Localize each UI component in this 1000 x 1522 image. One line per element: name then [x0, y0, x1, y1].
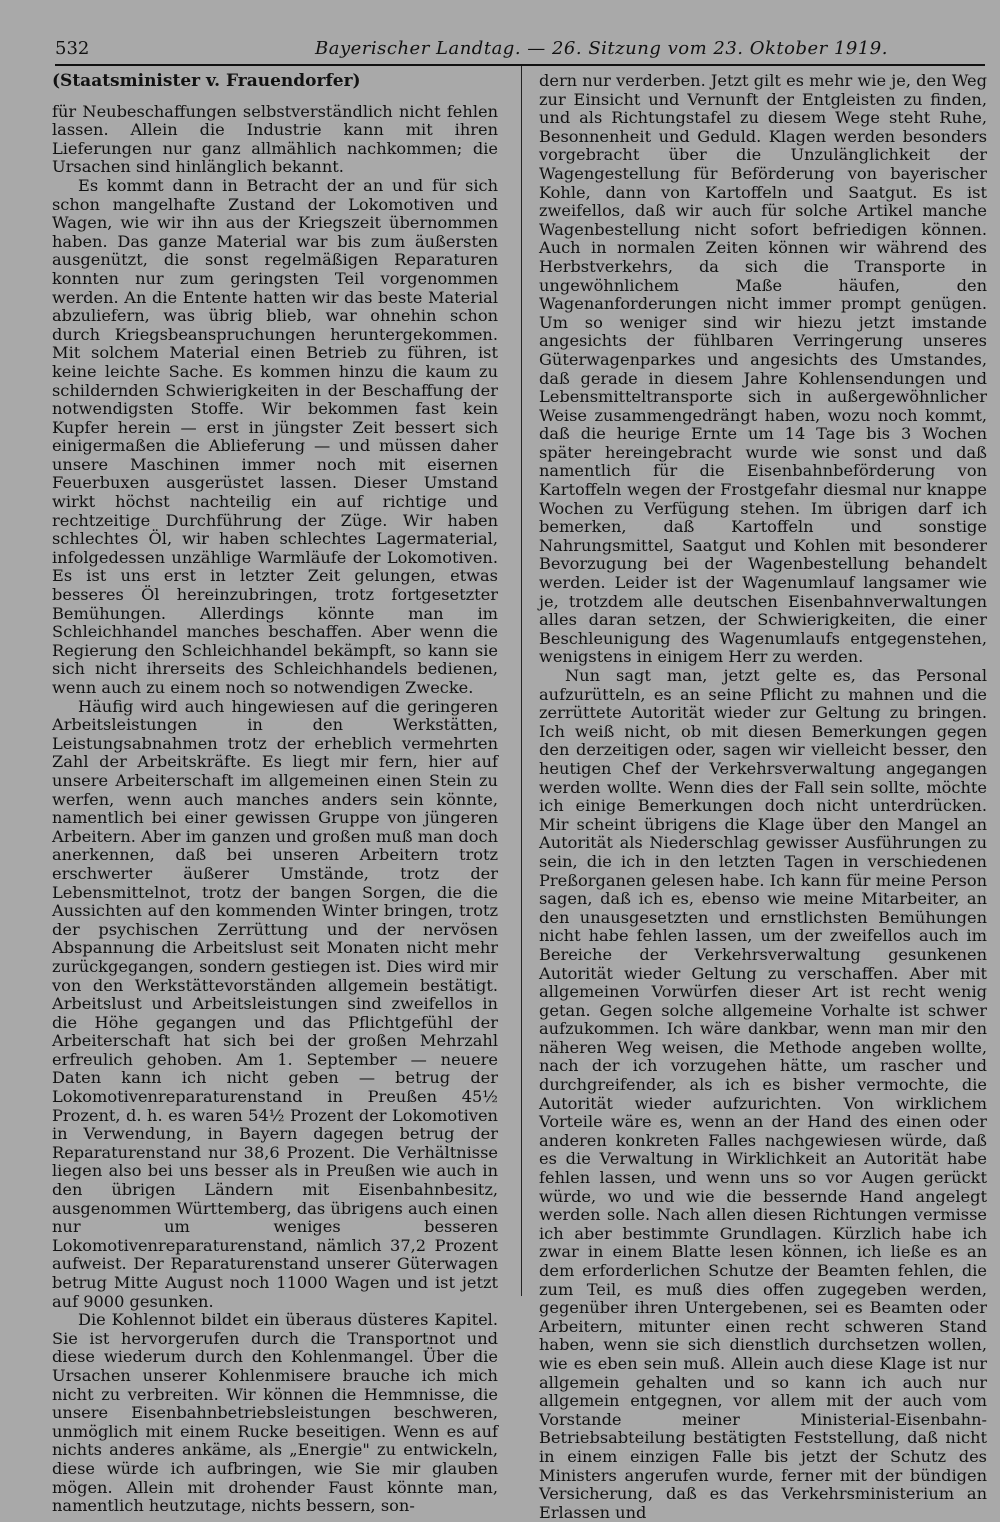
right-column — [539, 72, 987, 1522]
left-column — [52, 72, 498, 1516]
running-head: Bayerischer Landtag. — 26. Sitzung vom 23. Oktober 1919. — [315, 38, 888, 59]
speaker-label: (Staatsminister v. Frauendorfer) — [52, 71, 361, 91]
column-divider — [521, 66, 522, 1296]
page-header — [55, 38, 970, 66]
paragraph: Häufig wird auch hingewiesen auf die geringeren Arbeitsleistungen in den Werkstätten, Leistungsabnahmen trotz der erheblich vermehrten Zahl der Arbeitskräfte. Es liegt mir fern, hier auf unsere Arbeiterschaft im allgemeinen einen Stein zu werfen, wenn auch manches anders sein könnte, namentlich bei einer gewissen Gruppe von jüngeren Arbeitern. Aber im ganzen und großen muß man doch anerkennen, daß bei unseren Arbeitern trotz erschwerter äußerer Umstände, trotz der Lebensmittelnot, trotz der bangen Sorgen, die die Aussichten auf den kommenden Winter bringen, trotz der psychischen Zerrüttung und der nervösen Abspannung die Arbeitslust seit Monaten nicht mehr zurückgegangen, sondern gestiegen ist. Dies wird mir von den Werkstättevorständen allgemein bestätigt. Arbeitslust und Arbeitsleistungen sind zweifellos in die Höhe gegangen und das Pflichtgefühl der Arbeiterschaft hat sich bei der großen Mehrzahl erfreulich gehoben. Am 1. September — neuere Daten kann ich nicht geben — betrug der Lokomotivenreparaturenstand in Preußen 45½ Prozent, d. h. es waren 54½ Prozent der Lokomotiven in Verwendung, in Bayern dagegen betrug der Reparaturenstand nur 38,6 Prozent. Die Verhältnisse liegen also bei uns besser als in Preußen wie auch in den übrigen Ländern mit Eisenbahnbesitz, ausgenommen Württemberg, das übrigens auch einen nur um weniges besseren Lokomotivenreparaturenstand, nämlich 37,2 Prozent aufweist. Der Reparaturenstand unserer Güterwagen betrug Mitte August noch 11000 Wagen und ist jetzt auf 9000 gesunken. — [52, 696, 498, 1311]
paragraph: Es kommt dann in Betracht der an und für sich schon mangelhafte Zustand der Lokomotiven und Wagen, wie wir ihn aus der Kriegszeit übernommen haben. Das ganze Material war bis zum äußersten ausgenützt, die sonst regelmäßigen Reparaturen konnten nur zum geringsten Teil vorgenommen werden. An die Entente hatten wir das beste Material abzuliefern, was übrig blieb, war ohnehin schon durch Kriegsbeanspruchungen heruntergekommen. Mit solchem Material einen Betrieb zu führen, ist keine leichte Sache. Es kommen hinzu die kaum zu schildernden Schwierigkeiten in der Beschaffung der notwendigsten Stoffe. Wir bekommen fast kein Kupfer herein — erst in jüngster Zeit bessert sich einigermaßen die Ablieferung — und müssen daher unsere Maschinen immer noch mit eisernen Feuerbuxen ausgerüstet lassen. Dieser Umstand wirkt höchst nachteilig ein auf richtige und rechtzeitige Durchführung der Züge. Wir haben schlechtes Öl, wir haben schlechtes Lagermaterial, infolgedessen unzählige Warmläufe der Lokomotiven. Es ist uns erst in letzter Zeit gelungen, etwas besseres Öl hereinzubringen, trotz fortgesetzter Bemühungen. Allerdings könnte man im Schleichhandel manches beschaffen. Aber wenn die Regierung den Schleichhandel bekämpft, so kann sie sich nicht ihrerseits des Schleichhandels bedienen, wenn auch zu einem noch so notwendigen Zwecke. — [52, 175, 498, 697]
paragraph: für Neubeschaffungen selbstverständlich nicht fehlen lassen. Allein die Industrie kann mit ihren Lieferungen nur ganz allmählich nachkommen; die Ursachen sind hinlänglich bekannt. — [52, 101, 498, 177]
paragraph: dern nur verderben. Jetzt gilt es mehr wie je, den Weg zur Einsicht und Vernunft der Entgleisten zu finden, und als Richtungstafel zu diesem Wege steht Ruhe, Besonnenheit und Geduld. Klagen werden besonders vorgebracht über die Unzulänglichkeit der Wagengestellung für Beförderung von bayerischer Kohle, dann von Kartoffeln und Saatgut. Es ist zweifellos, daß wir auch für solche Artikel manche Wagenbestellung nicht sofort befriedigen können. Auch in normalen Zeiten können wir während des Herbstverkehrs, da sich die Transporte in ungewöhnlichem Maße häufen, den Wagenanforderungen nicht immer prompt genügen. Um so weniger sind wir hiezu jetzt imstande angesichts der fühlbaren Verringerung unseres Güterwagenparkes und angesichts des Umstandes, daß gerade in diesem Jahre Kohlensendungen und Lebensmitteltransporte sich in außergewöhnlicher Weise zusammengedrängt haben, wozu noch kommt, daß die heurige Ernte um 14 Tage bis 3 Wochen später hereingebracht wurde wie sonst und daß namentlich für die Eisenbahnbeförderung von Kartoffeln wegen der Frostgefahr diesmal nur knappe Wochen zu Verfügung stehen. Im übrigen darf ich bemerken, daß Kartoffeln und sonstige Nahrungsmittel, Saatgut und Kohlen mit besonderer Bevorzugung bei der Wagenbestellung behandelt werden. Leider ist der Wagenumlauf langsamer wie je, trotzdem alle deutschen Eisenbahnverwaltungen alles daran setzen, der Schwierigkeiten, die einer Beschleunigung des Wagenumlaufs entgegenstehen, wenigstens in einigem Herr zu werden. — [539, 71, 987, 667]
header-rule — [55, 64, 985, 66]
paragraph: Nun sagt man, jetzt gelte es, das Personal aufzurütteln, es an seine Pflicht zu mahnen und die zerrüttete Autorität wieder zur Geltung zu bringen. Ich weiß nicht, ob mit diesen Bemerkungen gegen den derzeitigen oder, sagen wir vielleicht besser, den heutigen Chef der Verkehrsverwaltung angegangen werden wollte. Wenn dies der Fall sein sollte, möchte ich einige Bemerkungen doch nicht unterdrücken. Mir scheint übrigens die Klage über den Mangel an Autorität als Niederschlag gewisser Ausführungen zu sein, die ich in den letzten Tagen in verschiedenen Preßorganen gelesen habe. Ich kann für meine Person sagen, daß ich es, ebenso wie meine Mitarbeiter, an den unausgesetzten und ernstlichsten Bemühungen nicht habe fehlen lassen, um der zweifellos auch im Bereiche der Verkehrsverwaltung gesunkenen Autorität wieder Geltung zu verschaffen. Aber mit allgemeinen Vorwürfen dieser Art ist recht wenig getan. Gegen solche allgemeine Vorhalte ist schwer aufzukommen. Ich wäre dankbar, wenn man mir den näheren Weg weisen, die Methode angeben wollte, nach der ich vorzugehen hätte, um rascher und durchgreifender, als ich es bisher vermochte, die Autorität wieder aufzurichten. Von wirklichem Vorteile wäre es, wenn an der Hand des einen oder anderen konkreten Falles nachgewiesen würde, daß es die Verwaltung in Wirklichkeit an Autorität habe fehlen lassen, und wenn uns so vor Augen gerückt würde, wo und wie die bessernde Hand angelegt werden solle. Nach allen diesen Richtungen vermisse ich aber bestimmte Grundlagen. Kürzlich habe ich zwar in einem Blatte lesen können, ich ließe es an dem erforderlichen Schutze der Beamten fehlen, die zum Teil, es muß dies offen zugegeben werden, gegenüber ihren Untergebenen, sei es Beamten oder Arbeitern, mitunter einen recht schweren Stand haben, wenn sie sich dienstlich durchsetzen wollen, wie es eben sein muß. Allein auch diese Klage ist nur allgemein gehalten und so kann ich auch nur allgemein entgegnen, vor allem mit der auch vom Vorstande meiner Ministerial-Eisenbahn-Betriebsabteilung bestätigten Feststellung, daß nicht in einem einzigen Falle bis jetzt der Schutz des Ministers angerufen wurde, ferner mit der bündigen Versicherung, daß es das Verkehrsministerium an Erlassen und — [539, 666, 987, 1522]
paragraph: Die Kohlennot bildet ein überaus düsteres Kapitel. Sie ist hervorgerufen durch die Transportnot und diese wiederum durch den Kohlenmangel. Über die Ursachen unserer Kohlenmisere brauche ich mich nicht zu verbreiten. Wir können die Hemmnisse, die unsere Eisenbahnbetriebsleistungen beschweren, unmöglich mit einem Rucke beseitigen. Wenn es auf nichts anderes ankäme, als „Energie" zu entwickeln, diese würde ich aufbringen, wie Sie mir glauben mögen. Allein mit drohender Faust könnte man, namentlich heutzutage, nichts bessern, son- — [52, 1310, 498, 1516]
page-number: 532 — [55, 38, 90, 59]
